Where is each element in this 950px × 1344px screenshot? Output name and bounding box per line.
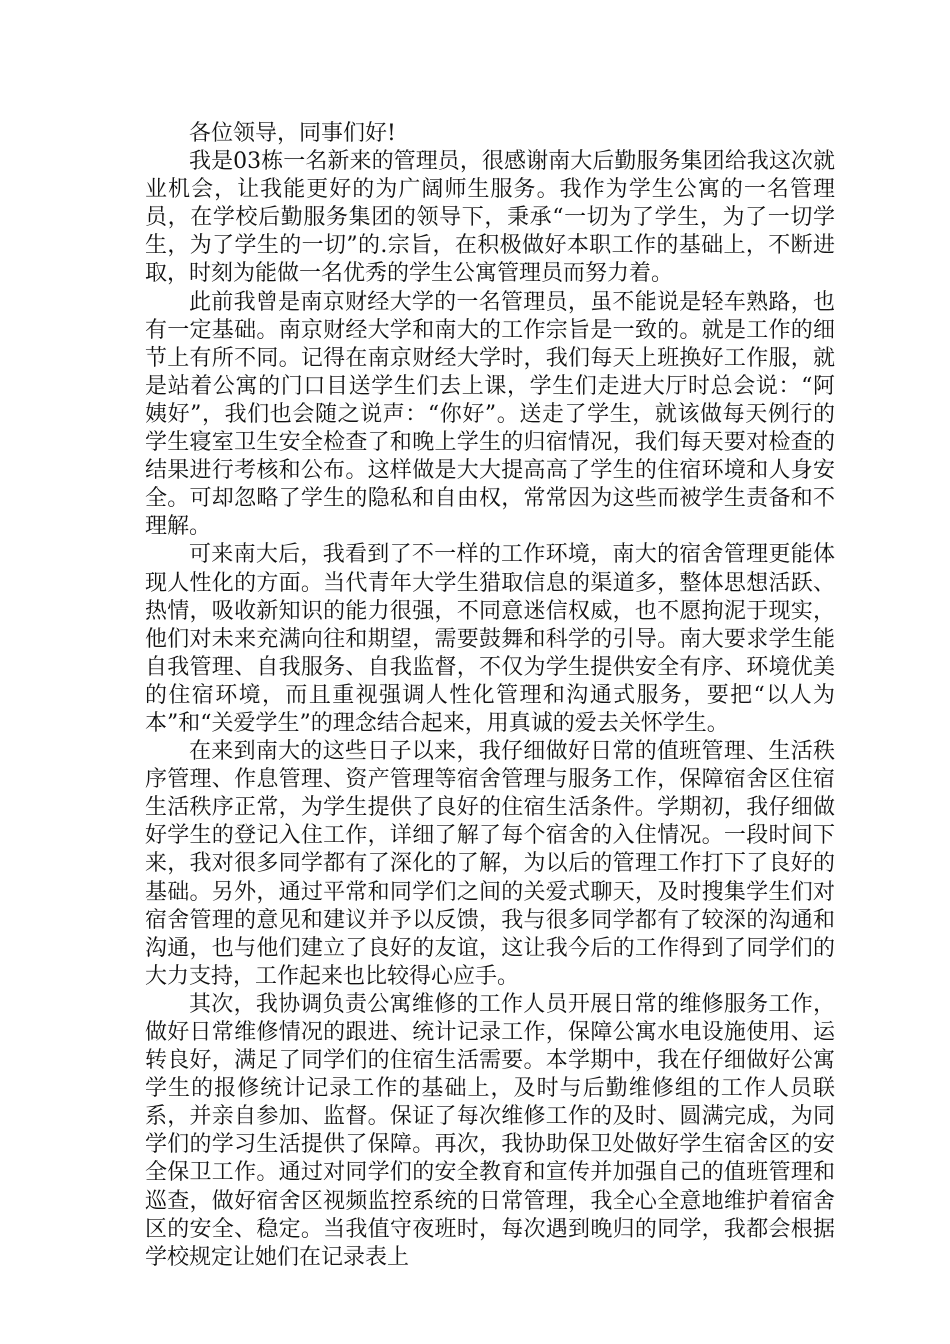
body-paragraph: 在来到南大的这些日子以来，我仔细做好日常的值班管理、生活秩序管理、作息管理、资产管理等宿舍管理与服务工作，保障宿舍区住宿生活秩序正常，为学生提供了良好的住宿生活条件。学期初，我仔细做好学生的登记入住工作，详细了解了每个宿舍的入住情况。一段时间下来，我对很多同学都有了深化的了解，为以后的管理工作打下了良好的基础。另外，通过平常和同学们之间的关爱式聊天，及时搜集学生们对宿舍管理的意见和建议并予以反馈，我与很多同学都有了较深的沟通和沟通，也与他们建立了良好的友谊，这让我今后的工作得到了同学们的大力支持，工作起来也比较得心应手。: [145, 739, 835, 989]
body-paragraph: 此前我曾是南京财经大学的一名管理员，虽不能说是轻车熟路，也有一定基础。南京财经大学和南大的工作宗旨是一致的。就是工作的细节上有所不同。记得在南京财经大学时，我们每天上班换好工作服，就是站着公寓的门口目送学生们去上课，学生们走进大厅时总会说：“阿姨好”，我们也会随之说声：“你好”。送走了学生，就该做每天例行的学生寝室卫生安全检查了和晚上学生的归宿情况，我们每天要对检查的结果进行考核和公布。这样做是大大提高高了学生的住宿环境和人身安全。可却忽略了学生的隐私和自由权，常常因为这些而被学生责备和不理解。: [145, 289, 835, 540]
body-paragraph: 我是03栋一名新来的管理员，很感谢南大后勤服务集团给我这次就业机会，让我能更好的为广阔师生服务。我作为学生公寓的一名管理员，在学校后勤服务集团的领导下，秉承“一切为了学生，为了一切学生，为了学生的一切”的.宗旨，在积极做好本职工作的基础上，不断进取，时刻为能做一名优秀的学生公寓管理员而努力着。: [145, 149, 835, 287]
body-paragraph: 其次，我协调负责公寓维修的工作人员开展日常的维修服务工作，做好日常维修情况的跟进、统计记录工作，保障公寓水电设施使用、运转良好，满足了同学们的住宿生活需要。本学期中，我在仔细做好公寓学生的报修统计记录工作的基础上，及时与后勤维修组的工作人员联系，并亲自参加、监督。保证了每次维修工作的及时、圆满完成，为同学们的学习生活提供了保障。再次，我协助保卫处做好学生宿舍区的安全保卫工作。通过对同学们的安全教育和宣传并加强自己的值班管理和巡查，做好宿舍区视频监控系统的日常管理，我全心全意地维护着宿舍区的安全、稳定。当我值守夜班时，每次遇到晚归的同学，我都会根据学校规定让她们在记录表上: [145, 991, 835, 1270]
document-page: [145, 120, 835, 1272]
body-paragraph: 可来南大后，我看到了不一样的工作环境，南大的宿舍管理更能体现人性化的方面。当代青年大学生猎取信息的渠道多，整体思想活跃、热情，吸收新知识的能力很强，不同意迷信权威，也不愿拘泥于现实，他们对未来充满向往和期望，需要鼓舞和科学的引导。南大要求学生能自我管理、自我服务、自我监督，不仅为学生提供安全有序、环境优美的住宿环境，而且重视强调人性化管理和沟通式服务，要把“以人为本”和“关爱学生”的理念结合起来，用真诚的爱去关怀学生。: [145, 542, 835, 736]
greeting-paragraph: 各位领导，同事们好!: [189, 121, 396, 146]
